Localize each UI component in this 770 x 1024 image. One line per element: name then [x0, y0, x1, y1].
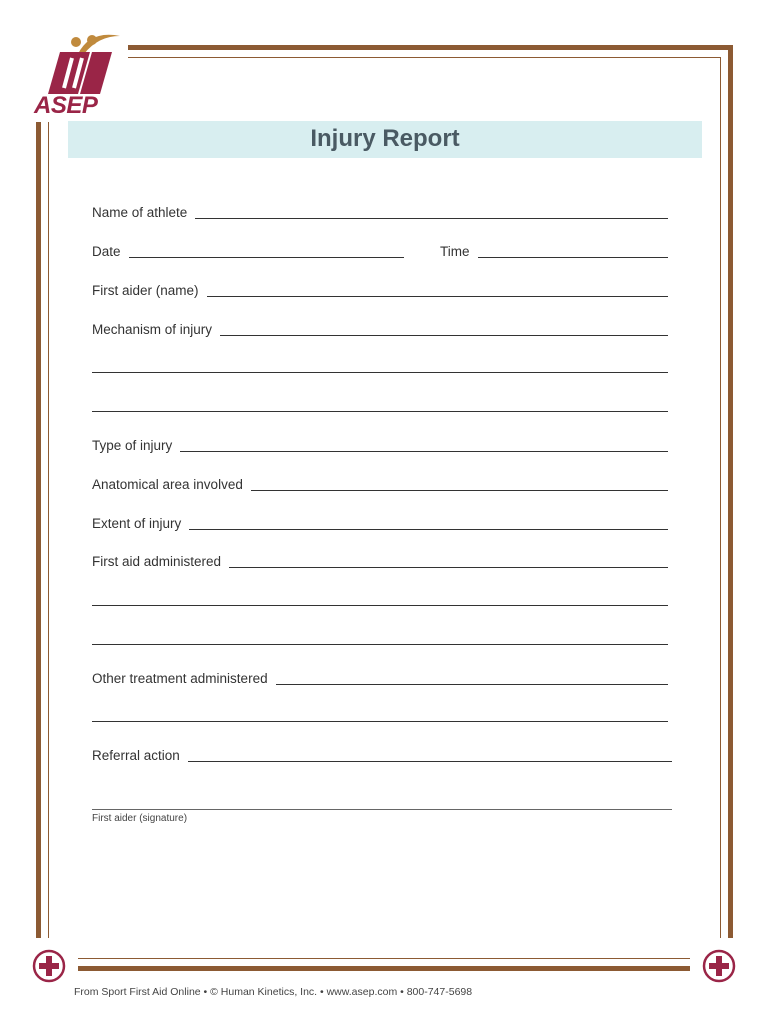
field-first-aider[interactable]	[92, 280, 668, 298]
field-label: Name of athlete	[92, 205, 188, 220]
first-aid-cross-icon	[702, 949, 736, 983]
field-label: Type of injury	[92, 438, 173, 453]
field-referral[interactable]	[92, 745, 672, 763]
field-label: Date	[92, 244, 121, 259]
field-label: Time	[440, 244, 470, 259]
field-date[interactable]	[92, 241, 404, 259]
field-line	[220, 335, 668, 336]
field-extent[interactable]	[92, 513, 668, 531]
field-label: First aider (name)	[92, 283, 199, 298]
signature-line[interactable]	[92, 809, 672, 810]
field-other-treatment[interactable]	[92, 668, 668, 686]
field-first-aid[interactable]	[92, 551, 668, 569]
blank-line[interactable]	[92, 644, 668, 645]
corner-bottom-right	[690, 938, 748, 996]
field-line	[276, 684, 668, 685]
blank-line[interactable]	[92, 605, 668, 606]
field-label: Referral action	[92, 748, 180, 763]
field-line	[229, 567, 668, 568]
field-time[interactable]	[440, 241, 668, 259]
field-mechanism[interactable]	[92, 319, 668, 337]
blank-line[interactable]	[92, 372, 668, 373]
signature-label: First aider (signature)	[92, 813, 188, 824]
field-type[interactable]	[92, 435, 668, 453]
field-line	[189, 529, 668, 530]
blank-line[interactable]	[92, 721, 668, 722]
title-band	[68, 121, 702, 158]
corner-bottom-left	[20, 938, 78, 996]
field-line	[188, 761, 672, 762]
field-label: First aid administered	[92, 554, 222, 569]
field-anatomical[interactable]	[92, 474, 668, 492]
logo-text: ASEP	[34, 92, 98, 119]
field-line	[207, 296, 668, 297]
field-line	[180, 451, 668, 452]
field-athlete[interactable]	[92, 202, 668, 220]
asep-logo-icon	[20, 22, 128, 102]
field-line	[478, 257, 669, 258]
blank-line[interactable]	[92, 411, 668, 412]
page-title: Injury Report	[310, 125, 460, 152]
footer-text: From Sport First Aid Online • © Human Kinetics, Inc. • www.asep.com • 800-747-5698	[74, 986, 473, 998]
first-aid-cross-icon	[32, 949, 66, 983]
field-label: Anatomical area involved	[92, 477, 243, 492]
field-label: Mechanism of injury	[92, 322, 213, 337]
field-line	[251, 490, 668, 491]
field-label: Other treatment administered	[92, 671, 268, 686]
field-label: Extent of injury	[92, 516, 182, 531]
field-line	[129, 257, 404, 258]
field-line	[195, 218, 668, 219]
